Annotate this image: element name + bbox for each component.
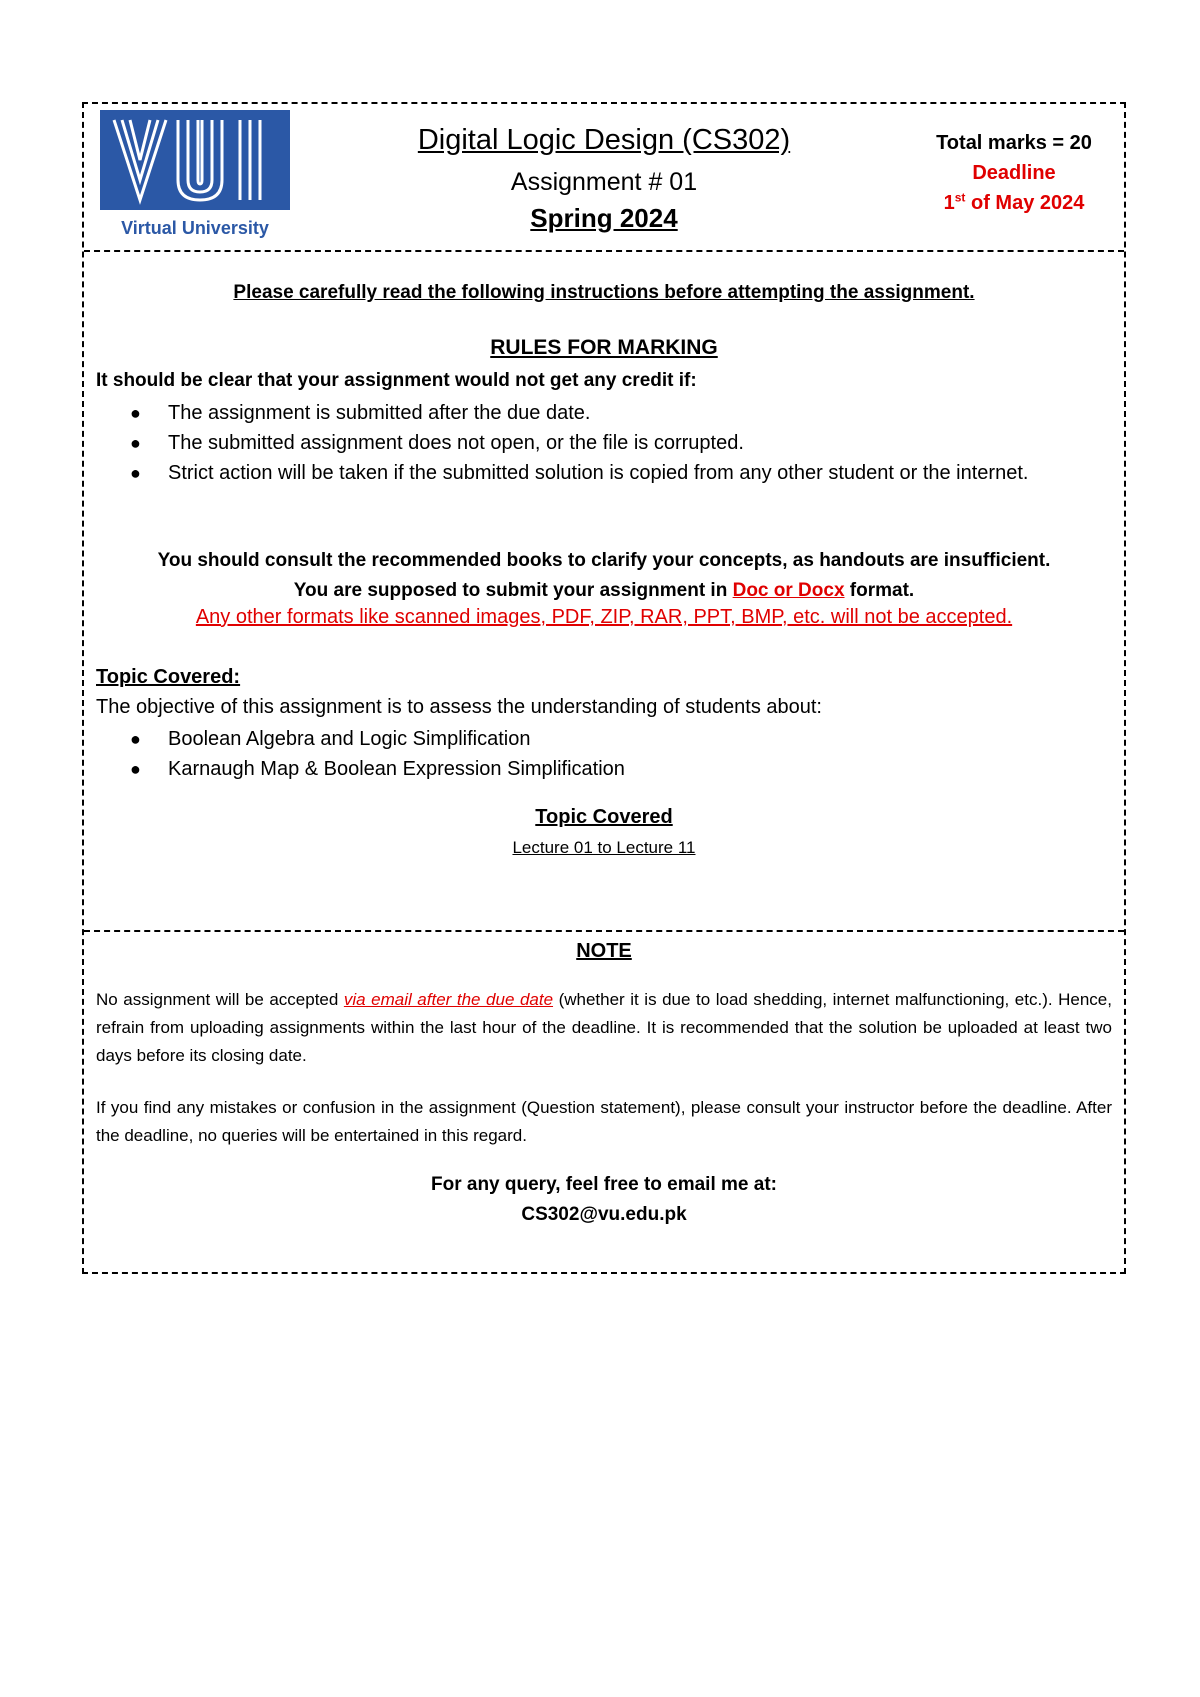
credit-line: It should be clear that your assignment would not get any credit if: xyxy=(96,370,697,391)
topic-heading-2: Topic Covered xyxy=(535,806,673,828)
assignment-frame xyxy=(82,102,1126,1274)
rules-heading: RULES FOR MARKING xyxy=(490,336,718,359)
submit-suffix: format. xyxy=(844,580,915,601)
rule-text: The assignment is submitted after the due date. xyxy=(168,402,591,424)
list-item xyxy=(96,724,625,754)
total-marks: Total marks = 20 xyxy=(936,132,1092,154)
topics-list xyxy=(96,724,625,784)
deadline-day: 1 xyxy=(943,192,955,214)
topic-text: Karnaugh Map & Boolean Expression Simplification xyxy=(168,758,625,780)
list-item xyxy=(96,428,1112,458)
submit-format: Doc or Docx xyxy=(732,580,845,601)
term-label: Spring 2024 xyxy=(530,203,678,233)
rule-text: Strict action will be taken if the submitted solution is copied from any other student or the internet. xyxy=(168,462,1029,484)
instructions-heading: Please carefully read the following instructions before attempting the assignment. xyxy=(233,282,975,303)
note-p1-suffix: (whether it is due to load shedding, internet malfunctioning, etc.). Hence, refrain from uploading assignments within the last hour of the deadline. It is recommended that the solution be uploaded at least two days before its closing date. xyxy=(96,990,1112,1065)
marks-deadline-block xyxy=(924,128,1104,218)
note-p1-prefix: No assignment will be accepted xyxy=(96,990,344,1009)
deadline-label: Deadline xyxy=(972,162,1056,184)
rule-text: The submitted assignment does not open, or the file is corrupted. xyxy=(168,432,744,454)
list-item xyxy=(96,458,1112,488)
title-block xyxy=(414,122,794,236)
bullet-icon: ● xyxy=(130,403,141,423)
note-heading: NOTE xyxy=(576,940,632,962)
bullet-icon: ● xyxy=(130,463,141,483)
vu-logo xyxy=(100,110,290,244)
deadline-rest: of May 2024 xyxy=(965,192,1085,214)
deadline-sup: st xyxy=(954,190,966,205)
assignment-number: Assignment # 01 xyxy=(510,168,698,196)
submit-line xyxy=(84,576,1124,606)
note-p1-warning: via email after the due date xyxy=(343,990,554,1009)
contact-email: CS302@vu.edu.pk xyxy=(521,1204,687,1225)
instructions-section xyxy=(84,252,1124,932)
list-item xyxy=(96,754,625,784)
logo-text: Virtual University xyxy=(121,218,269,238)
rules-list xyxy=(96,398,1112,488)
formats-warning: Any other formats like scanned images, PDF, ZIP, RAR, PPT, BMP, etc. will not be accepted. xyxy=(195,606,1013,628)
objective-text: The objective of this assignment is to assess the understanding of students about: xyxy=(96,696,822,718)
bullet-icon: ● xyxy=(130,759,141,779)
topic-text: Boolean Algebra and Logic Simplification xyxy=(168,728,531,750)
bullet-icon: ● xyxy=(130,729,141,749)
course-title: Digital Logic Design (CS302) xyxy=(417,124,791,156)
topic-heading: Topic Covered: xyxy=(96,666,241,688)
note-paragraph-1 xyxy=(96,986,1112,1070)
header-section xyxy=(84,104,1124,252)
query-block xyxy=(84,1170,1124,1230)
books-line: You should consult the recommended books to clarify your concepts, as handouts are insufficient. xyxy=(157,550,1051,571)
note-section xyxy=(84,932,1124,1272)
bullet-icon: ● xyxy=(130,433,141,453)
list-item xyxy=(96,398,1112,428)
deadline-date xyxy=(924,188,1104,218)
note-paragraph-2: If you find any mistakes or confusion in the assignment (Question statement), please consult your instructor before the deadline. After the deadline, no queries will be entertained in this regard. xyxy=(96,1098,1112,1145)
query-line: For any query, feel free to email me at: xyxy=(431,1174,777,1195)
submit-prefix: You are supposed to submit your assignment in xyxy=(293,580,733,601)
lectures-range: Lecture 01 to Lecture 11 xyxy=(512,838,696,857)
books-notice xyxy=(84,546,1124,606)
